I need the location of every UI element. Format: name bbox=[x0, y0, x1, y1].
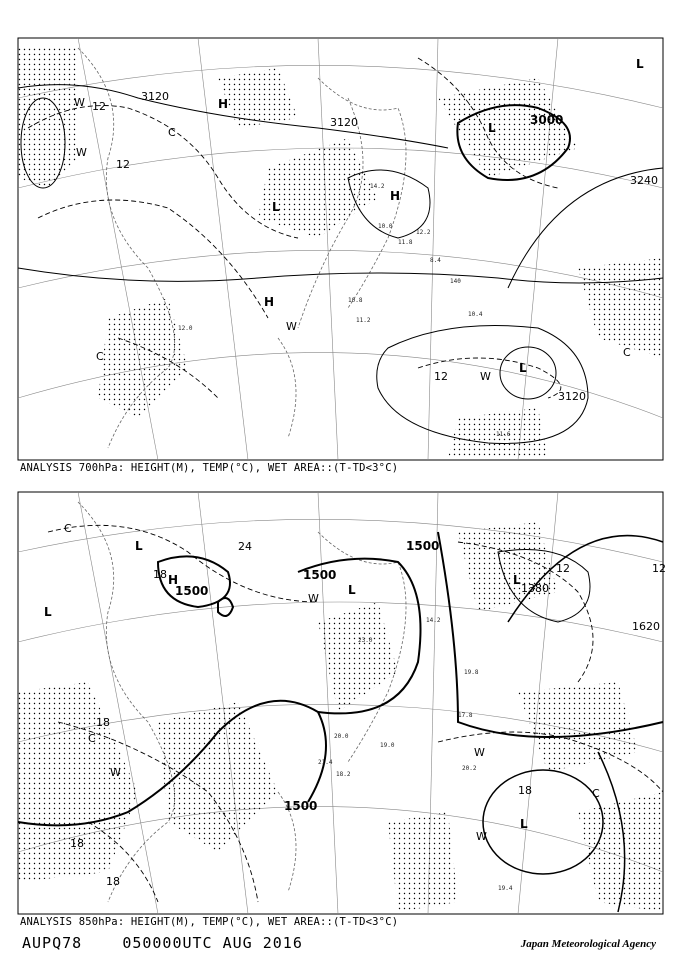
isotherm-label: W bbox=[480, 370, 491, 383]
station-value: 11.6 bbox=[496, 431, 511, 438]
height-label: 3240 bbox=[630, 174, 658, 187]
isotherm-label: 18 bbox=[518, 784, 532, 797]
map-850hpa-canvas bbox=[18, 492, 666, 914]
isotherm-label: C bbox=[96, 350, 104, 363]
station-value: 14.2 bbox=[426, 617, 441, 624]
station-value: 23.0 bbox=[358, 637, 373, 644]
isotherm-label: C bbox=[88, 732, 96, 745]
isotherm-label: 12 bbox=[652, 562, 666, 575]
chart-id bbox=[22, 934, 303, 952]
station-value: 8.4 bbox=[430, 257, 441, 264]
station-value: 19.8 bbox=[464, 669, 479, 676]
low-center: L bbox=[488, 121, 496, 135]
station-value: 10.0 bbox=[378, 223, 393, 230]
station-value: 10.4 bbox=[468, 311, 483, 318]
map-700hpa bbox=[18, 38, 663, 460]
low-center: L bbox=[513, 573, 521, 587]
isotherm-label: 12 bbox=[434, 370, 448, 383]
low-center: L bbox=[44, 605, 52, 619]
isotherm-label: W bbox=[110, 766, 121, 779]
caption-700hpa: ANALYSIS 700hPa: HEIGHT(M), TEMP(°C), WET AREA::(T-TD<3°C) bbox=[20, 462, 399, 474]
station-value: 20.2 bbox=[462, 765, 477, 772]
isotherm-label: W bbox=[76, 146, 87, 159]
low-center: L bbox=[135, 539, 143, 553]
isotherm-label: 18 bbox=[96, 716, 110, 729]
isotherm-label: 24 bbox=[238, 540, 252, 553]
isotherm-label: C bbox=[64, 522, 72, 535]
isotherm-label: 18 bbox=[70, 837, 84, 850]
station-value: 11.8 bbox=[398, 239, 413, 246]
low-center: L bbox=[272, 200, 280, 214]
isotherm-label: W bbox=[308, 592, 319, 605]
low-center: L bbox=[348, 583, 356, 597]
isotherm-label: C bbox=[168, 126, 176, 139]
isotherm-label: 12 bbox=[556, 562, 570, 575]
height-label: 3120 bbox=[330, 116, 358, 129]
station-value: 10.8 bbox=[348, 297, 363, 304]
high-center: H bbox=[390, 189, 401, 203]
low-center: L bbox=[520, 817, 528, 831]
isotherm-label: C bbox=[592, 787, 600, 800]
station-value: 17.8 bbox=[458, 712, 473, 719]
station-value: 20.0 bbox=[334, 733, 349, 740]
height-label: 1500 bbox=[303, 568, 337, 582]
height-label: 3120 bbox=[141, 90, 169, 103]
station-value: 11.2 bbox=[356, 317, 371, 324]
isotherm-label: W bbox=[74, 96, 85, 109]
station-value: 12.2 bbox=[416, 229, 431, 236]
station-value: 12.0 bbox=[178, 325, 193, 332]
station-value: 14.2 bbox=[370, 183, 385, 190]
isotherm-label: C bbox=[623, 346, 631, 359]
isotherm-label: W bbox=[476, 830, 487, 843]
high-center: H bbox=[264, 295, 275, 309]
chart-code: AUPQ78 bbox=[22, 934, 83, 952]
isotherm-label: 18 bbox=[106, 875, 120, 888]
height-label: 3120 bbox=[558, 390, 586, 403]
map-850hpa bbox=[18, 492, 666, 914]
low-center: L bbox=[519, 361, 527, 375]
isotherm-label: 12 bbox=[92, 100, 106, 113]
isotherm-label: W bbox=[286, 320, 297, 333]
height-label: 1500 bbox=[406, 539, 440, 553]
low-center: L bbox=[636, 57, 644, 71]
caption-850hpa: ANALYSIS 850hPa: HEIGHT(M), TEMP(°C), WET AREA::(T-TD<3°C) bbox=[20, 916, 399, 928]
height-label: 1500 bbox=[175, 584, 209, 598]
height-label: 1500 bbox=[284, 799, 318, 813]
isotherm-label: 12 bbox=[116, 158, 130, 171]
station-value: 19.0 bbox=[380, 742, 395, 749]
height-label: 1620 bbox=[632, 620, 660, 633]
height-label: 1380 bbox=[521, 582, 549, 595]
height-label: 3000 bbox=[530, 113, 564, 127]
chart-time: 050000UTC AUG 2016 bbox=[122, 934, 303, 952]
station-value: 19.4 bbox=[498, 885, 513, 892]
high-center: H bbox=[168, 573, 179, 587]
longitude-label: 140 bbox=[450, 278, 461, 285]
isotherm-label: 18 bbox=[153, 568, 167, 581]
isotherm-label: W bbox=[474, 746, 485, 759]
high-center: H bbox=[218, 97, 229, 111]
agency-name: Japan Meteorological Agency bbox=[520, 938, 656, 950]
map-700hpa-canvas bbox=[18, 38, 663, 460]
station-value: 21.4 bbox=[318, 759, 333, 766]
station-value: 18.2 bbox=[336, 771, 351, 778]
